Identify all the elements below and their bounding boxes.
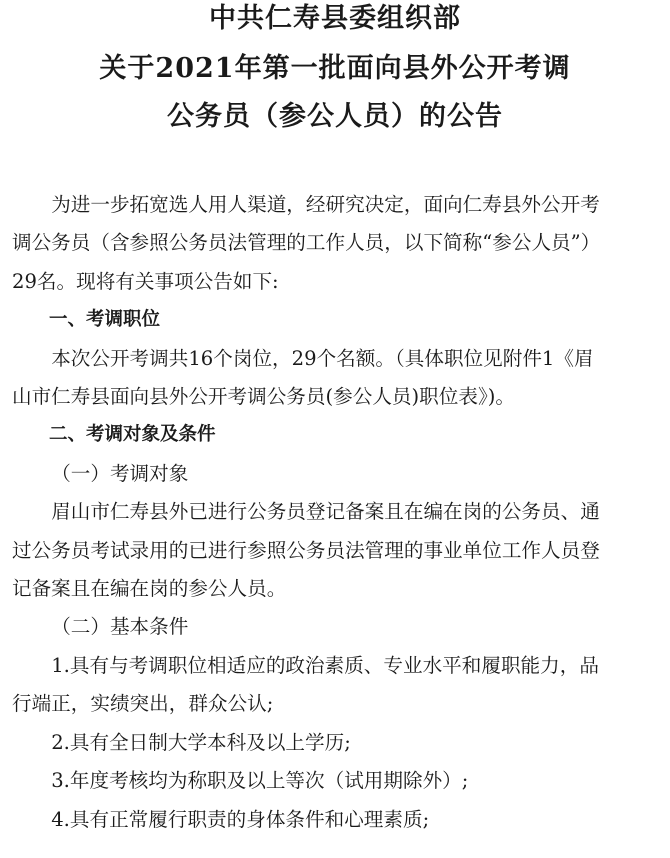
condition-item-3: 3.年度考核均为称职及以上等次（试用期除外）; [51,769,469,793]
condition-item-1: 1.具有与考调职位相适应的政治素质、专业水平和履职能力，品行端正，实绩突出，群众公认; [12,653,599,716]
document-body [12,186,612,839]
condition-item-2: 2.具有全日制大学本科及以上学历; [51,730,351,754]
title-line-2: 关于2021年第一批面向县外公开考调 [99,53,571,84]
section-2-sub1-heading: （一）考调对象 [51,461,189,485]
intro-paragraph: 为进一步拓宽选人用人渠道，经研究决定，面向仁寿县外公开考调公务员（含参照公务员法管理的工作人员，以下简称“参公人员”）29名。现将有关事项公告如下: [12,193,601,293]
condition-item-4: 4.具有正常履行职责的身体条件和心理素质; [51,807,430,831]
title-line-3: 公务员（参公人员）的公告 [167,101,503,132]
section-2-heading: 二、考调对象及条件 [49,424,216,446]
section-2-sub1-text: 眉山市仁寿县外已进行公务员登记备案且在编在岗的公务员、通过公务员考试录用的已进行参照公务员法管理的事业单位工作人员登记备案且在编在岗的参公人员。 [12,500,600,601]
section-2-sub2-heading: （二）基本条件 [51,615,189,639]
section-1-text: 本次公开考调共16个岗位，29个名额。（具体职位见附件1《眉山市仁寿县面向县外公开考调公务员(参公人员)职位表》)。 [12,346,594,409]
section-1-heading: 一、考调职位 [49,309,161,331]
title-line-1: 中共仁寿县委组织部 [209,3,461,34]
